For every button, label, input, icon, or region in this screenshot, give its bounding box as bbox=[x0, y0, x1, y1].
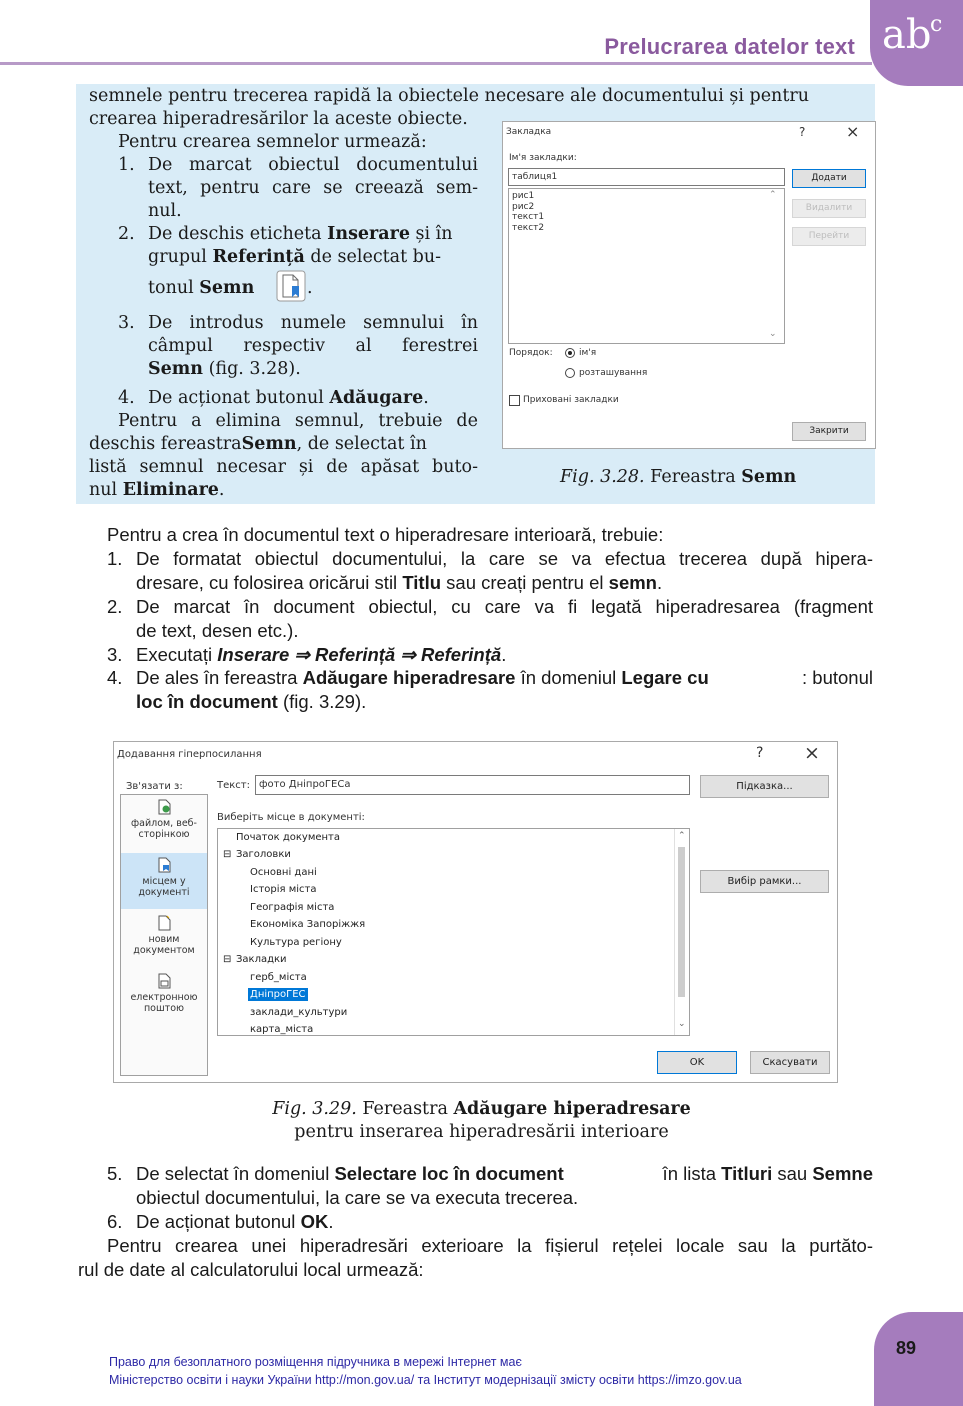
remove-line2: deschis fereastra Semn , de selectat în bbox=[89, 434, 427, 454]
link-to-label: Зв'язати з: bbox=[126, 781, 183, 792]
nav-email[interactable]: електронною поштою bbox=[121, 969, 207, 1025]
item2-line2: de text, desen etc.). bbox=[136, 620, 299, 641]
tree-item[interactable]: Культура регіону bbox=[250, 937, 342, 948]
delete-button[interactable]: Видалити bbox=[792, 199, 866, 218]
tree-item[interactable]: заклади_культури bbox=[250, 1007, 348, 1018]
fig-3-29-caption-line1: Fig. 3.29. Fereastra Adăugare hiperadresare bbox=[272, 1099, 691, 1119]
footer-line2: Міністерство освіти і науки України http://mon.gov.ua/ та Інститут модернізації змісту освіти https://imzo.gov.ua bbox=[109, 1373, 742, 1387]
fig-3-29-caption-line2: pentru inserarea hiperadresării interioare bbox=[294, 1122, 669, 1142]
running-header: Prelucrarea datelor text bbox=[604, 34, 855, 59]
step4-number: 4. bbox=[118, 388, 135, 408]
help-icon[interactable]: ? bbox=[799, 125, 806, 139]
tree-item[interactable]: Історія міста bbox=[250, 884, 317, 895]
ok-button[interactable]: OK bbox=[657, 1051, 737, 1074]
item5-line1: De selectat în domeniul Selectare loc în document în lista Titluri sau Semne bbox=[136, 1163, 873, 1184]
name-label: Ім'я закладки: bbox=[509, 153, 577, 163]
place-label: Виберіть місце в документі: bbox=[217, 812, 365, 823]
list-item[interactable]: текст2 bbox=[512, 222, 545, 233]
item3-number: 3. bbox=[107, 644, 123, 665]
step2-period: . bbox=[307, 278, 313, 298]
page-number: 89 bbox=[896, 1338, 917, 1358]
document-place-icon bbox=[156, 857, 172, 873]
sort-location-radio[interactable] bbox=[565, 368, 575, 378]
sort-name-label: ім'я bbox=[579, 348, 597, 358]
display-text-input[interactable]: фото ДніпроГЕСа bbox=[255, 775, 690, 795]
step3-line2: câmpul respectiv al ferestrei bbox=[148, 336, 478, 356]
item5-number: 5. bbox=[107, 1163, 123, 1184]
fig-3-28-caption: Fig. 3.28. Fereastra Semn bbox=[560, 467, 797, 487]
step2-number: 2. bbox=[118, 224, 135, 244]
place-tree[interactable] bbox=[217, 828, 690, 1036]
item2-number: 2. bbox=[107, 596, 123, 617]
step1-line3: nul. bbox=[148, 201, 182, 221]
sort-location-label: розташування bbox=[579, 368, 648, 378]
step3-line1: De introdus numele semnului în bbox=[148, 313, 478, 333]
para-external-line2: rul de date al calculatorului local urmează: bbox=[78, 1259, 424, 1280]
tree-scrollbar[interactable] bbox=[674, 829, 689, 1035]
scroll-up-icon[interactable]: ⌃ bbox=[678, 831, 686, 841]
remove-line4: nul Eliminare. bbox=[89, 480, 225, 500]
nav-place-in-document[interactable]: місцем у документі bbox=[121, 853, 207, 909]
chapter-tab-text: ab bbox=[882, 12, 932, 58]
help-icon[interactable]: ? bbox=[756, 745, 764, 761]
item1-number: 1. bbox=[107, 548, 123, 569]
page-number-tab bbox=[874, 1312, 963, 1406]
add-button[interactable]: Додати bbox=[792, 169, 866, 188]
list-item[interactable]: текст1 bbox=[512, 212, 545, 222]
step3-line3: Semn (fig. 3.28). bbox=[148, 359, 301, 379]
remove-line3: listă semnul necesar și de apăsat buto- bbox=[89, 457, 478, 477]
box-intro: Pentru crearea semnelor urmează: bbox=[118, 132, 427, 152]
step4-line1: De acționat butonul Adăugare. bbox=[148, 388, 429, 408]
step3-number: 3. bbox=[118, 313, 135, 333]
para-external-line1: Pentru crearea unei hiperadresări exterioare la fișierul rețelei locale sau la purtăto- bbox=[107, 1235, 873, 1256]
step1-line1: De marcat obiectul documentului bbox=[148, 155, 478, 175]
sort-label: Порядок: bbox=[509, 348, 553, 358]
scroll-down-icon[interactable]: ⌄ bbox=[678, 1019, 686, 1029]
nav-file-web[interactable]: файлом, веб-сторінкою bbox=[121, 795, 207, 851]
insert-hyperlink-dialog bbox=[113, 741, 838, 1083]
new-document-icon bbox=[156, 915, 172, 931]
close-button[interactable]: Закрити bbox=[792, 422, 866, 441]
cancel-button[interactable]: Скасувати bbox=[750, 1051, 830, 1074]
step1-line2: text, pentru care se creează sem- bbox=[148, 178, 478, 198]
chapter-tab-sup: c bbox=[930, 12, 943, 37]
tree-item[interactable]: Географія міста bbox=[250, 902, 335, 913]
tree-item[interactable]: Початок документа bbox=[236, 832, 341, 843]
header-rule bbox=[0, 62, 872, 65]
sort-name-radio[interactable] bbox=[565, 348, 575, 358]
email-icon bbox=[156, 973, 172, 989]
step2-line2: grupul Referință de selectat bu- bbox=[148, 247, 442, 267]
box-line2: crearea hiperadresărilor la aceste obiecte. bbox=[89, 109, 468, 129]
tree-item[interactable]: Заголовки bbox=[236, 849, 291, 860]
dialog-title: Закладка bbox=[506, 127, 552, 137]
item6-number: 6. bbox=[107, 1211, 123, 1232]
list-item[interactable]: рис2 bbox=[512, 201, 535, 212]
scroll-thumb[interactable] bbox=[678, 847, 685, 997]
scroll-down-icon[interactable]: ⌄ bbox=[769, 329, 777, 339]
goto-button[interactable]: Перейти bbox=[792, 227, 866, 246]
tree-collapse-icon[interactable]: ⊟ bbox=[223, 849, 232, 860]
nav-new-document[interactable]: новим документом bbox=[121, 911, 207, 967]
screentip-button[interactable]: Підказка... bbox=[700, 775, 829, 798]
bookmark-dialog bbox=[502, 121, 876, 449]
footer-line1: Право для безоплатного розміщення підручника в мережі Інтернет має bbox=[109, 1355, 522, 1369]
item2-line1: De marcat în document obiectul, cu care va fi legată hiperadresarea (fragment bbox=[136, 596, 873, 617]
text-label: Текст: bbox=[217, 780, 250, 791]
dialog-title: Додавання гіперпосилання bbox=[117, 749, 262, 760]
item1-line2: dresare, cu folosirea oricărui stil Titlu sau creați pentru el semn. bbox=[136, 572, 663, 593]
item3-line: Executați Inserare ⇒ Referință ⇒ Referință. bbox=[136, 644, 507, 665]
tree-collapse-icon[interactable]: ⊟ bbox=[223, 954, 232, 965]
target-frame-button[interactable]: Вибір рамки... bbox=[700, 870, 829, 893]
bookmark-button-icon bbox=[276, 270, 306, 302]
tree-item[interactable]: герб_міста bbox=[250, 972, 307, 983]
tree-item-selected[interactable]: ДніпроГЕС bbox=[250, 989, 306, 1000]
item5-line2: obiectul documentului, la care se va executa trecerea. bbox=[136, 1187, 579, 1208]
step2-line3: tonul Semn bbox=[148, 278, 255, 298]
hidden-bookmarks-checkbox[interactable] bbox=[509, 395, 520, 406]
para-intro: Pentru a crea în documentul text o hiperadresare interioară, trebuie: bbox=[107, 524, 664, 545]
remove-line1: Pentru a elimina semnul, trebuie de bbox=[118, 411, 478, 431]
tree-item[interactable]: Економіка Запоріжжя bbox=[250, 919, 366, 930]
item1-line1: De formatat obiectul documentului, la care se va efectua trecerea după hipera- bbox=[136, 548, 873, 569]
scroll-up-icon[interactable]: ⌃ bbox=[769, 190, 777, 200]
hidden-bookmarks-label: Приховані закладки bbox=[523, 395, 619, 405]
close-icon[interactable]: × bbox=[804, 742, 820, 764]
tree-item[interactable]: Закладки bbox=[236, 954, 287, 965]
close-icon[interactable]: × bbox=[846, 122, 860, 141]
item4-line2: loc în document (fig. 3.29). bbox=[136, 691, 367, 712]
web-page-icon bbox=[156, 799, 172, 815]
box-line1: semnele pentru trecerea rapidă la obiectele necesare ale documentului și pentru bbox=[89, 86, 809, 106]
item6-line: De acționat butonul OK. bbox=[136, 1211, 334, 1232]
item4-line1: De ales în fereastra Adăugare hiperadresare în domeniul Legare cu : butonul bbox=[136, 667, 873, 688]
step2-line1: De deschis eticheta Inserare și în bbox=[148, 224, 453, 244]
bookmark-list[interactable] bbox=[508, 188, 785, 344]
link-to-panel bbox=[120, 794, 208, 1076]
item4-number: 4. bbox=[107, 667, 123, 688]
step1-number: 1. bbox=[118, 155, 135, 175]
tree-item[interactable]: карта_міста bbox=[250, 1024, 314, 1035]
tree-item[interactable]: Основні дані bbox=[250, 867, 317, 878]
bookmark-name-input[interactable]: таблиця1 bbox=[508, 168, 785, 186]
list-item[interactable]: рис1 bbox=[512, 191, 535, 201]
